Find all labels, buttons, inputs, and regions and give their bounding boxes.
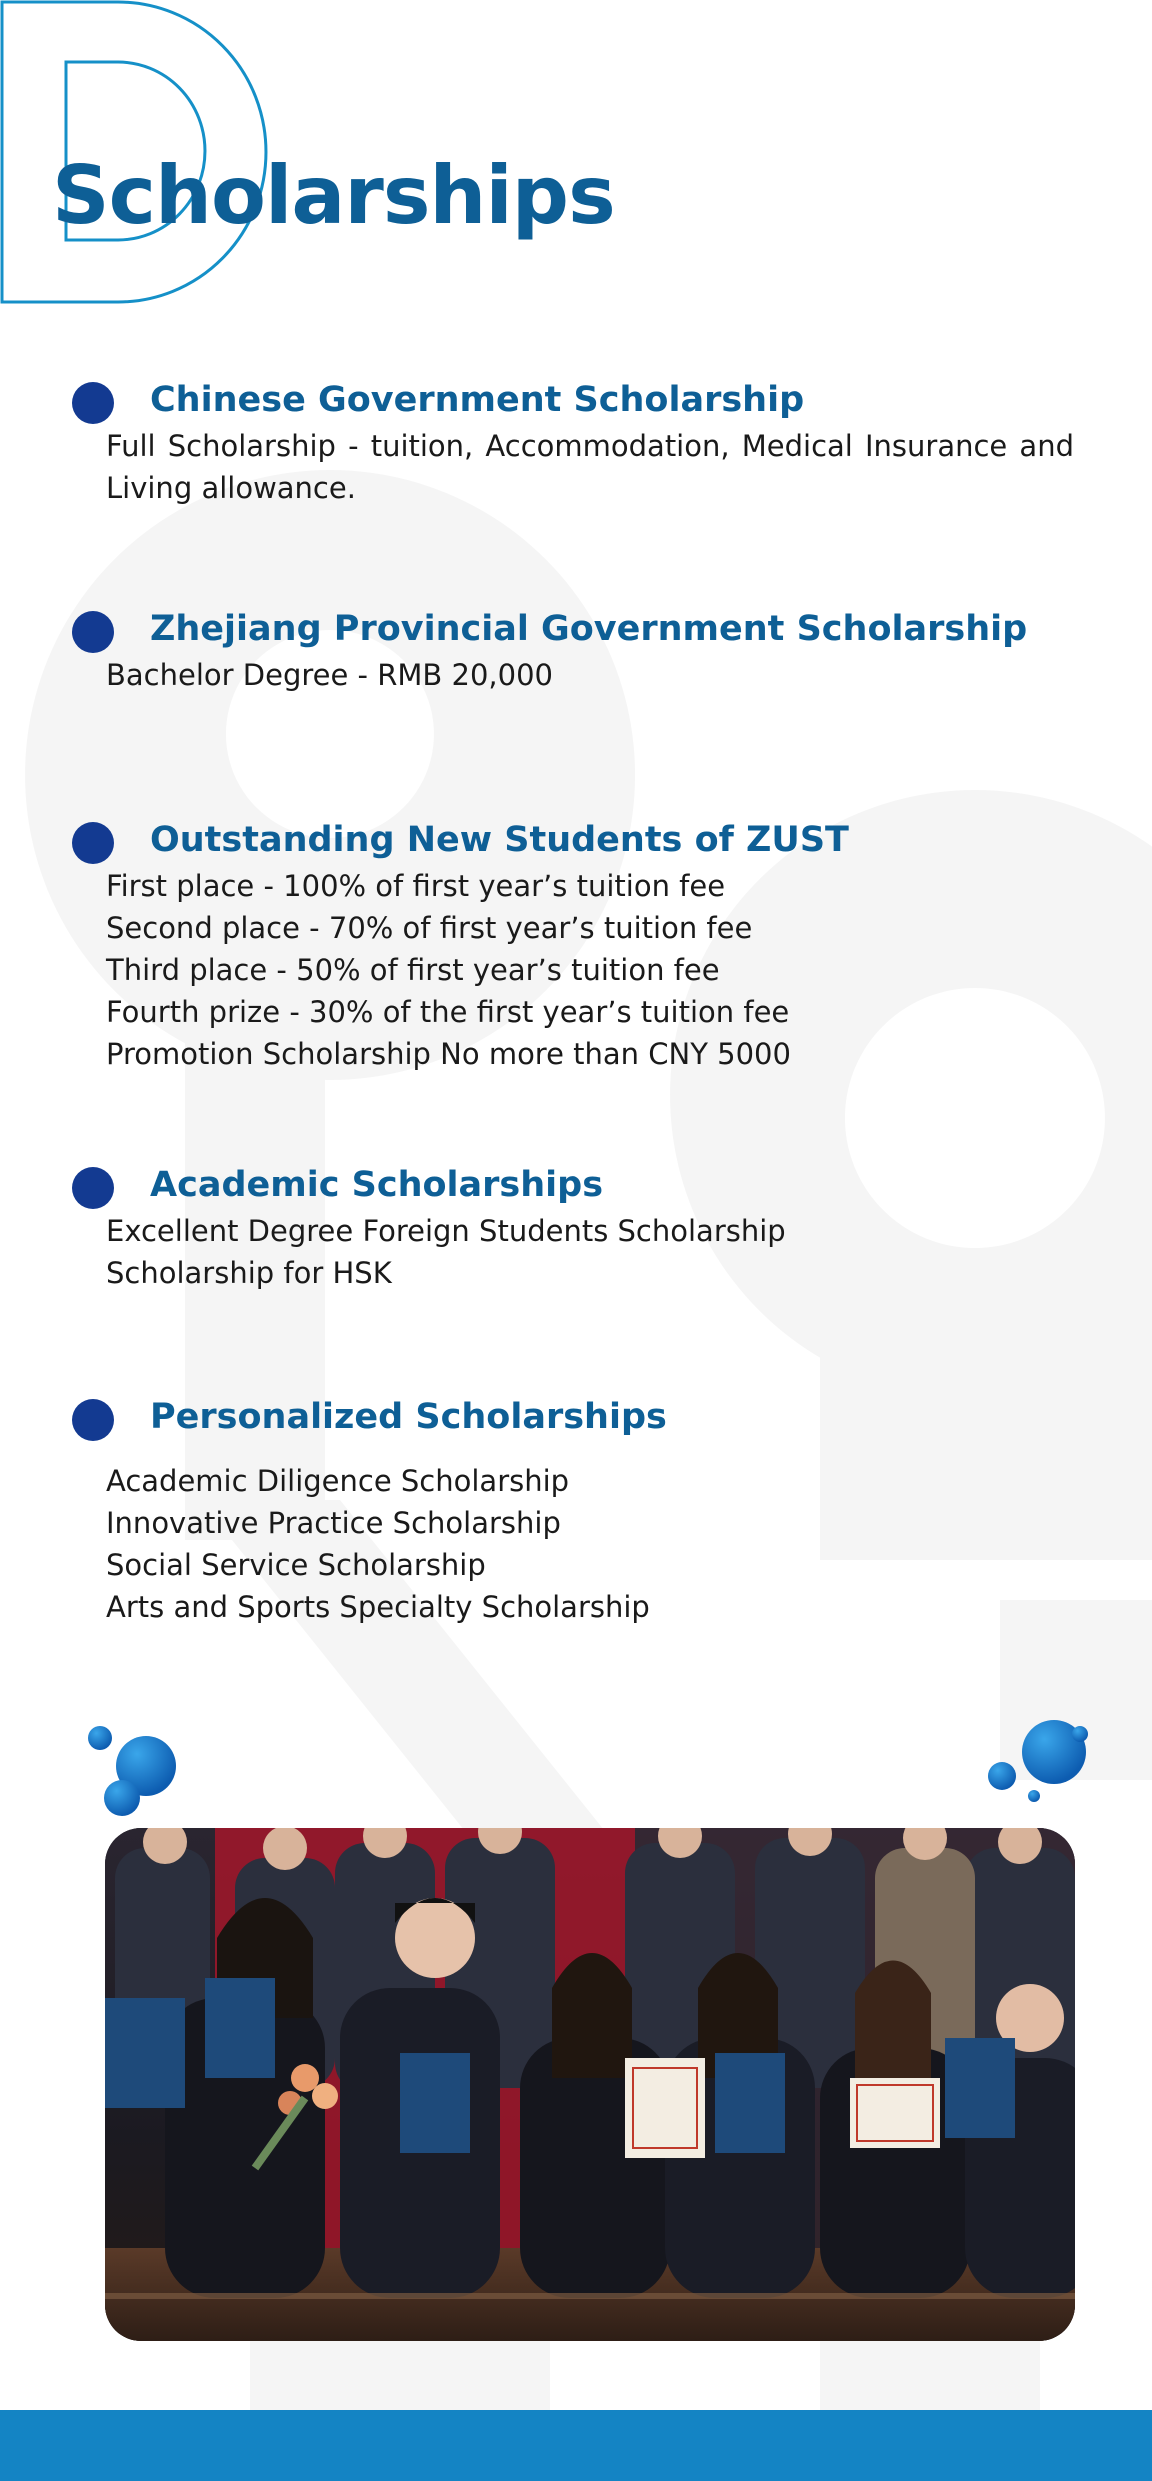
section-academic-scholarships: [72, 1160, 1082, 1294]
list-item: Third place - 50% of first year’s tuition fee: [106, 953, 720, 987]
section-heading: [72, 1392, 1082, 1442]
list-item: Promotion Scholarship No more than CNY 5000: [106, 1037, 791, 1071]
page-title: Scholarships: [52, 149, 615, 242]
section-title: Outstanding New Students of ZUST: [150, 820, 849, 860]
section-title: Personalized Scholarships: [150, 1397, 667, 1437]
section-heading: [72, 375, 1082, 425]
section-heading: [72, 604, 1082, 654]
list-item: Excellent Degree Foreign Students Scholarship: [106, 1214, 786, 1248]
section-title: Academic Scholarships: [150, 1165, 604, 1205]
list-item: Bachelor Degree - RMB 20,000: [106, 658, 553, 692]
list-item: Fourth prize - 30% of the first year’s tuition fee: [106, 995, 790, 1029]
list-item: Innovative Practice Scholarship: [106, 1506, 561, 1540]
bullet-dot-icon: [72, 382, 114, 424]
footer-band: [0, 2410, 1152, 2481]
list-item: First place - 100% of first year’s tuition fee: [106, 869, 726, 903]
section-personalized-scholarships: [72, 1392, 1082, 1628]
section-heading: [72, 815, 1082, 865]
section-list: [72, 1210, 1082, 1294]
list-item: Scholarship for HSK: [106, 1256, 392, 1290]
section-title: Chinese Government Scholarship: [150, 380, 805, 420]
bullet-dot-icon: [72, 1167, 114, 1209]
section-title: Zhejiang Provincial Government Scholarship: [150, 609, 1028, 649]
section-list: [72, 865, 1082, 1075]
section-zhejiang-provincial-scholarship: [72, 604, 1082, 696]
ceremony-photo: [105, 1828, 1075, 2341]
list-item: Social Service Scholarship: [106, 1548, 486, 1582]
list-item: Arts and Sports Specialty Scholarship: [106, 1590, 650, 1624]
bullet-dot-icon: [72, 822, 114, 864]
section-heading: [72, 1160, 1082, 1210]
section-list: [72, 654, 1082, 696]
section-paragraph: Full Scholarship - tuition, Accommodation, Medical Insurance and Living allowance.: [106, 429, 1074, 505]
bullet-dot-icon: [72, 1399, 114, 1441]
bullet-dot-icon: [72, 611, 114, 653]
list-item: Academic Diligence Scholarship: [106, 1464, 570, 1498]
section-chinese-government-scholarship: [72, 375, 1082, 509]
bubbles-right-icon: [980, 1712, 1090, 1802]
section-list: [72, 1460, 1082, 1628]
bubbles-left-icon: [82, 1718, 192, 1828]
list-item: Second place - 70% of first year’s tuition fee: [106, 911, 753, 945]
section-outstanding-new-students: [72, 815, 1082, 1075]
ceremony-photo-illustration: [105, 1828, 1075, 2341]
